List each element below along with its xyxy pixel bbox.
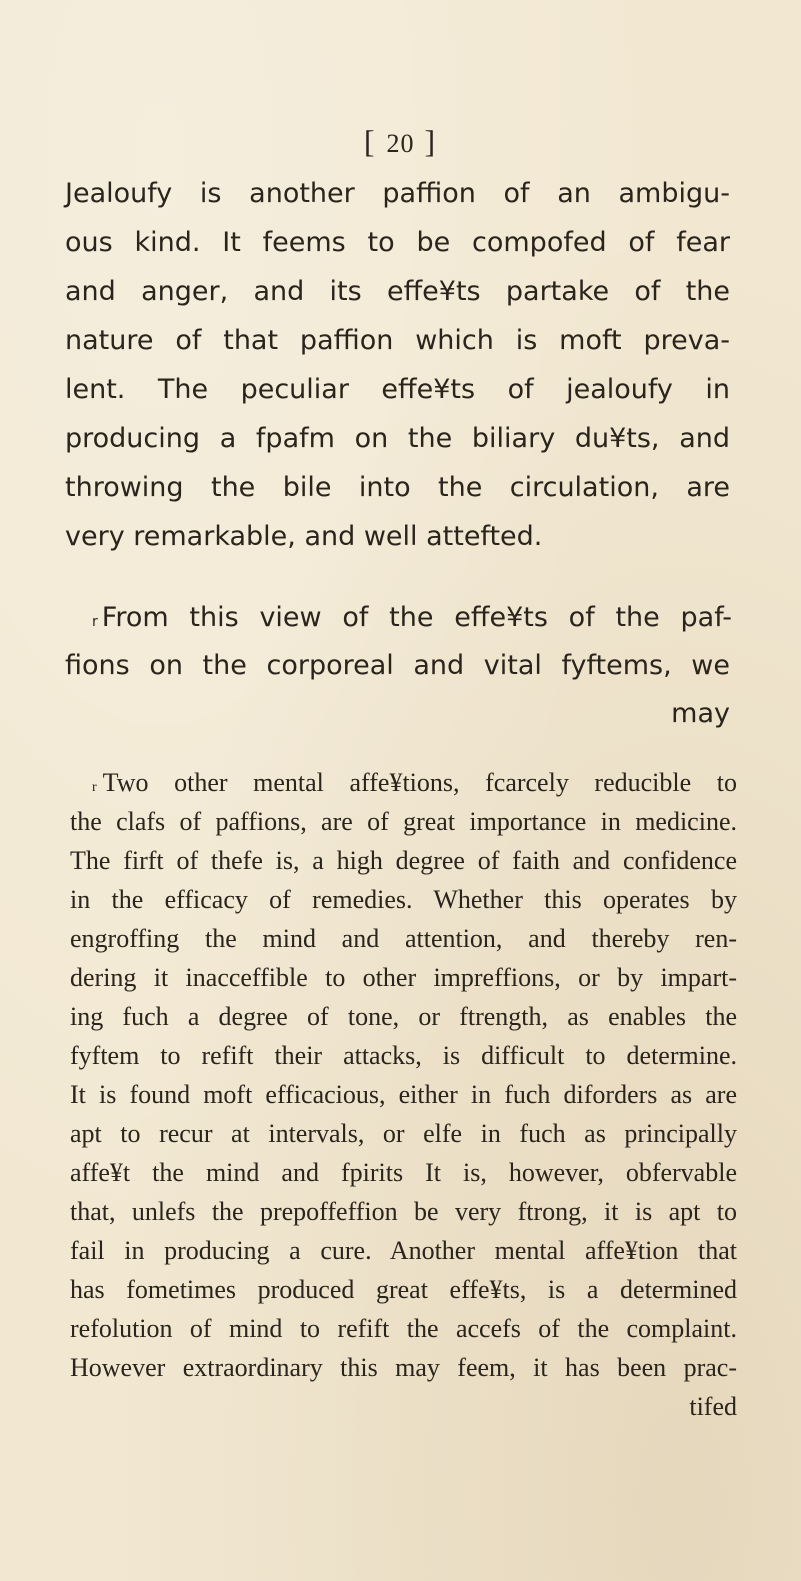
main-line: From this view of the effe¥ts of the paf- bbox=[101, 602, 732, 633]
main-line: very remarkable, and well attefted. bbox=[65, 521, 543, 552]
close-bracket: ] bbox=[424, 123, 438, 159]
footnote-line: However extraordinary this may feem, it has been prac- bbox=[70, 1353, 737, 1382]
main-line: lent. The peculiar effe¥ts of jealoufy in bbox=[65, 374, 730, 405]
catchword: may bbox=[671, 698, 730, 729]
footnote-line: It is found moft efficacious, either in fuch diforders as are bbox=[70, 1080, 737, 1109]
page-header bbox=[0, 123, 801, 160]
main-line: ous kind. It feems to be compofed of fear bbox=[65, 227, 730, 258]
footnote-line: apt to recur at intervals, or elfe in fuch as principally bbox=[70, 1119, 737, 1148]
footnote-line: fyftem to refift their attacks, is difficult to determine. bbox=[70, 1041, 737, 1070]
footnote-reference-marker: r bbox=[92, 614, 98, 630]
footnote-line: fail in producing a cure. Another mental affe¥tion that bbox=[70, 1236, 737, 1265]
footnote-line: that, unlefs the prepoffeffion be very ftrong, it is apt to bbox=[70, 1197, 737, 1226]
catchword: tifed bbox=[689, 1392, 737, 1421]
footnote-line: ing fuch a degree of tone, or ftrength, as enables the bbox=[70, 1002, 737, 1031]
footnote-marker: r bbox=[92, 780, 97, 795]
footnote-line: The firft of thefe is, a high degree of faith and confidence bbox=[70, 846, 737, 875]
footnote-line: engroffing the mind and attention, and thereby ren- bbox=[70, 924, 737, 953]
footnote-line: Two other mental affe¥tions, fcarcely reducible to bbox=[102, 768, 737, 797]
main-line: nature of that paffion which is moft preva- bbox=[65, 325, 730, 356]
footnote-line: affe¥t the mind and fpirits It is, however, obfervable bbox=[70, 1158, 737, 1187]
main-line: and anger, and its effe¥ts partake of the bbox=[65, 276, 730, 307]
footnote-first-line bbox=[92, 768, 737, 798]
footnote-line: has fometimes produced great effe¥ts, is a determined bbox=[70, 1275, 737, 1304]
footnote-line: refolution of mind to refift the accefs of the complaint. bbox=[70, 1314, 737, 1343]
footnote-line: dering it inacceffible to other impreffions, or by impart- bbox=[70, 963, 737, 992]
main-line: throwing the bile into the circulation, are bbox=[65, 472, 730, 503]
main-line: producing a fpafm on the biliary du¥ts, and bbox=[65, 423, 730, 454]
footnote-line: in the efficacy of remedies. Whether this operates by bbox=[70, 885, 737, 914]
main-line: Jealoufy is another paffion of an ambigu- bbox=[65, 178, 730, 209]
open-bracket: [ bbox=[363, 123, 377, 159]
continuation-first-line bbox=[92, 602, 732, 633]
main-line: fions on the corporeal and vital fyftems, we bbox=[65, 650, 730, 681]
page-number: 20 bbox=[386, 129, 415, 158]
footnote-line: the clafs of paffions, are of great importance in medicine. bbox=[70, 807, 737, 836]
